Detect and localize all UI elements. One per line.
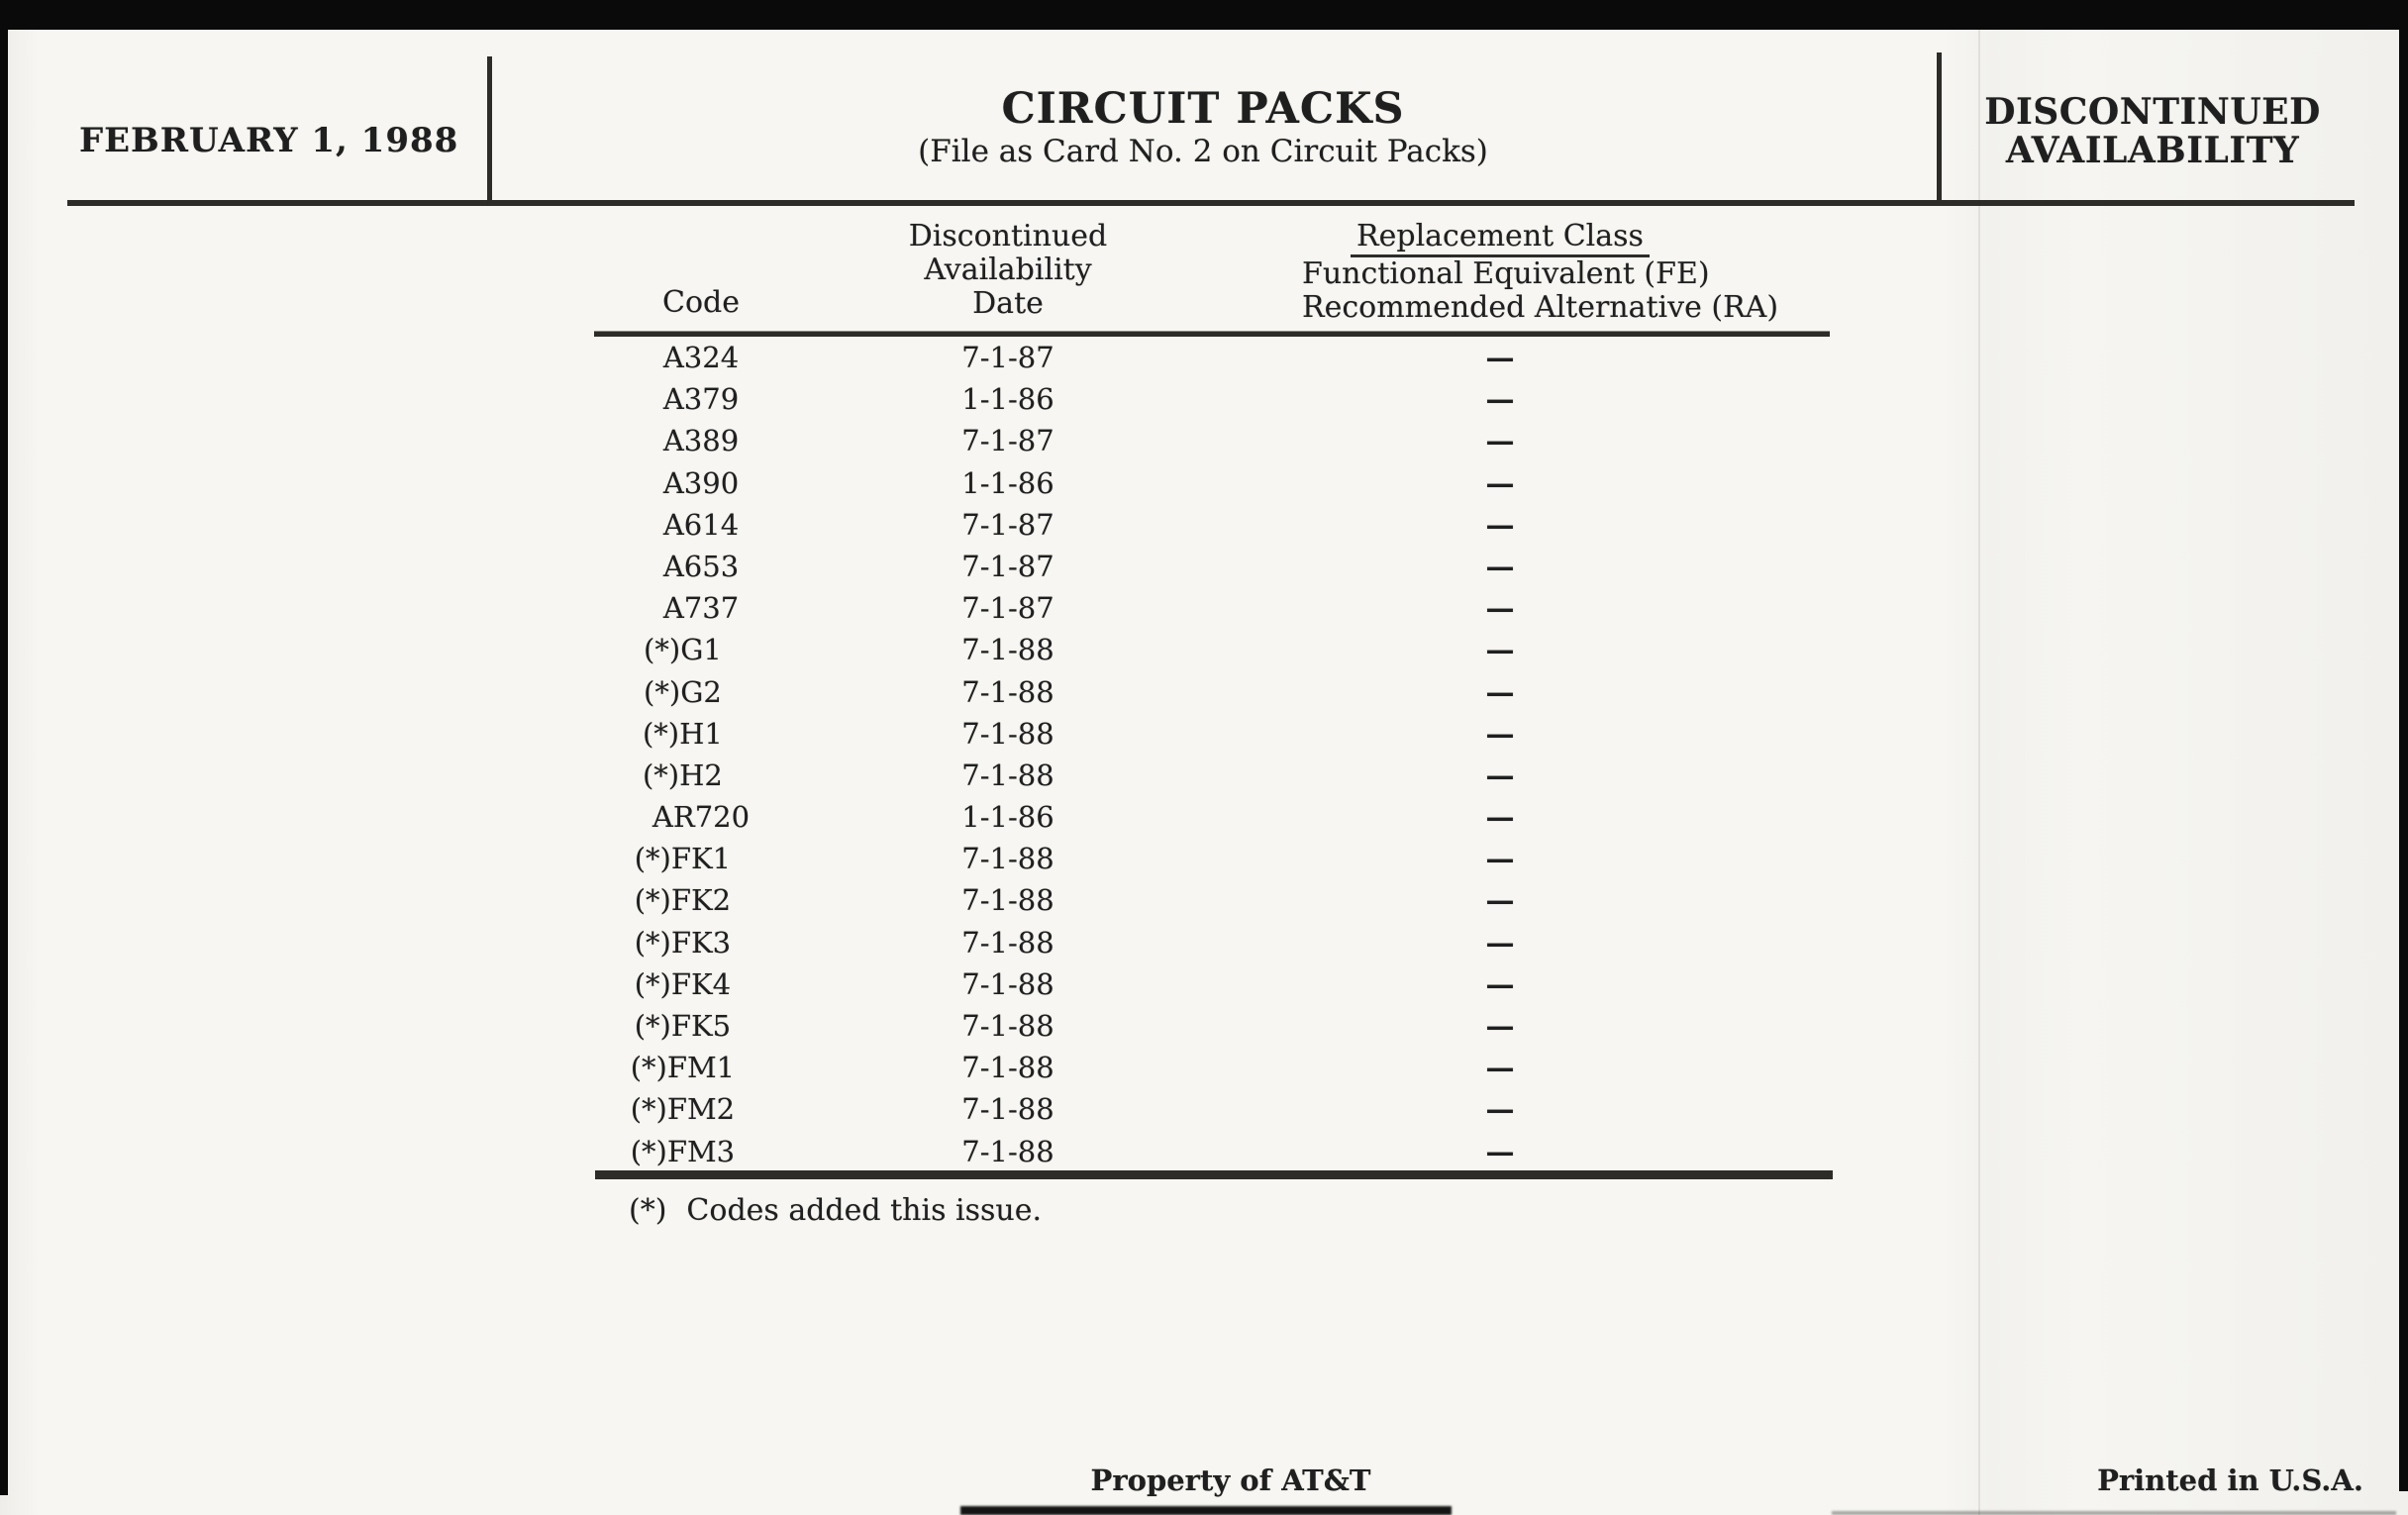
date-cell: 7-1-88 (961, 716, 1054, 751)
code-cell (552, 838, 850, 879)
table-row (0, 671, 2408, 713)
code-wrap (663, 546, 739, 587)
header-divider-left (487, 56, 492, 205)
date-cell: 7-1-87 (961, 424, 1054, 458)
date-cell: 7-1-88 (961, 925, 1054, 960)
scan-edge-bottom-right (1832, 1511, 2396, 1515)
table-row (0, 713, 2408, 755)
table-row (0, 378, 2408, 420)
property-notice: Property of AT&T (1090, 1464, 1371, 1497)
new-code-marker: (*) (642, 758, 680, 792)
code-wrap (634, 879, 732, 921)
code-text: FK4 (670, 966, 732, 1001)
code-wrap (652, 796, 750, 838)
code-wrap (644, 629, 722, 670)
code-cell (552, 879, 850, 921)
table-row (0, 1088, 2408, 1130)
replacement-cell: — (1485, 1051, 1515, 1085)
code-text: FK2 (670, 883, 732, 918)
replacement-cell: — (1485, 925, 1515, 960)
replacement-cell: — (1485, 382, 1515, 417)
date-cell: 7-1-88 (961, 842, 1054, 876)
date-cell: 7-1-88 (961, 758, 1054, 792)
date-cell: 7-1-87 (961, 549, 1054, 583)
replacement-cell: — (1485, 1092, 1515, 1127)
code-wrap (642, 713, 723, 755)
date-cell: 7-1-88 (961, 633, 1054, 667)
code-column-header: Code (662, 285, 740, 320)
table-row (0, 546, 2408, 587)
new-code-marker: (*) (644, 633, 681, 667)
table-row (0, 629, 2408, 670)
new-code-marker: (*) (634, 966, 671, 1001)
code-wrap (634, 922, 732, 963)
date-column-header-line1: Discontinued (908, 219, 1108, 253)
code-text: FM2 (666, 1092, 736, 1127)
date-column-header-line3: Date (972, 286, 1044, 321)
new-code-marker: (*) (634, 1009, 671, 1043)
code-text: G2 (680, 674, 722, 709)
availability-heading-line1: DISCONTINUED (1984, 91, 2321, 133)
code-text: FM3 (666, 1134, 736, 1168)
new-code-marker: (*) (634, 925, 671, 960)
page-subtitle: (File as Card No. 2 on Circuit Packs) (918, 134, 1488, 170)
code-wrap (663, 420, 739, 461)
code-wrap (663, 378, 739, 420)
replacement-cell: — (1485, 591, 1515, 626)
code-cell (552, 546, 850, 587)
replacement-cell: — (1485, 800, 1515, 835)
footnote-marker: (*) (629, 1193, 667, 1228)
replacement-column-header-line3: Recommended Alternative (RA) (1302, 290, 1779, 325)
replacement-cell: — (1485, 465, 1515, 500)
replacement-cell: — (1485, 674, 1515, 709)
scan-edge-bottom (960, 1506, 1452, 1515)
code-text: A389 (662, 424, 740, 458)
code-wrap (663, 337, 739, 378)
availability-heading (1955, 93, 2351, 170)
new-code-marker: (*) (630, 1051, 667, 1085)
code-text: FM1 (666, 1051, 736, 1085)
code-text: A653 (662, 549, 740, 583)
printed-notice: Printed in U.S.A. (2097, 1464, 2363, 1497)
code-cell (552, 1005, 850, 1047)
table-row (0, 963, 2408, 1005)
replacement-cell: — (1485, 549, 1515, 583)
new-code-marker: (*) (634, 883, 671, 918)
table-row (0, 755, 2408, 796)
date-column-header (859, 220, 1156, 321)
new-code-marker: (*) (630, 1134, 667, 1168)
replacement-cell: — (1485, 507, 1515, 542)
date-cell: 7-1-87 (961, 507, 1054, 542)
code-wrap (634, 963, 732, 1005)
code-text: FK1 (670, 842, 732, 876)
new-code-marker: (*) (630, 1092, 667, 1127)
date-cell: 1-1-86 (961, 465, 1054, 500)
date-cell: 1-1-86 (961, 800, 1054, 835)
date-cell: 7-1-88 (961, 1134, 1054, 1168)
code-cell (552, 963, 850, 1005)
date-cell: 7-1-88 (961, 674, 1054, 709)
code-cell (552, 796, 850, 838)
table-row (0, 587, 2408, 629)
code-wrap (634, 1005, 732, 1047)
code-text: H2 (679, 758, 723, 792)
table-row (0, 420, 2408, 461)
date-cell: 7-1-88 (961, 966, 1054, 1001)
code-text: A379 (662, 382, 740, 417)
footnote-text: Codes added this issue. (686, 1193, 1043, 1228)
header-divider-right (1937, 52, 1942, 205)
code-wrap (634, 838, 732, 879)
new-code-marker: (*) (642, 716, 680, 751)
code-cell (552, 713, 850, 755)
replacement-cell: — (1485, 1009, 1515, 1043)
date-cell: 1-1-86 (961, 382, 1054, 417)
code-cell (552, 420, 850, 461)
code-cell (552, 462, 850, 504)
header-rule (67, 200, 2355, 206)
replacement-cell: — (1485, 1134, 1515, 1168)
code-cell (552, 1088, 850, 1130)
table-row (0, 1131, 2408, 1172)
table-body (0, 337, 2408, 1172)
code-cell (552, 1131, 850, 1172)
date-cell: 7-1-88 (961, 1051, 1054, 1085)
replacement-cell: — (1485, 758, 1515, 792)
code-cell (552, 755, 850, 796)
replacement-cell: — (1485, 633, 1515, 667)
replacement-column-header-line1 (1302, 220, 1698, 257)
table-row (0, 1047, 2408, 1088)
scan-edge-top (0, 0, 2408, 30)
new-code-marker: (*) (644, 674, 681, 709)
date-cell: 7-1-88 (961, 1092, 1054, 1127)
table-row (0, 337, 2408, 378)
table-row (0, 462, 2408, 504)
code-cell (552, 1047, 850, 1088)
code-cell (552, 629, 850, 670)
title-block (906, 85, 1500, 171)
code-text: G1 (680, 633, 722, 667)
table-row (0, 796, 2408, 838)
code-cell (552, 378, 850, 420)
code-wrap (644, 671, 722, 713)
code-wrap (663, 587, 739, 629)
table-row (0, 1005, 2408, 1047)
new-code-marker: (*) (634, 842, 671, 876)
table-row (0, 838, 2408, 879)
date-cell: 7-1-88 (961, 883, 1054, 918)
code-text: A324 (662, 341, 740, 374)
code-wrap (642, 755, 723, 796)
code-cell (552, 922, 850, 963)
issue-date: FEBRUARY 1, 1988 (79, 121, 459, 160)
code-wrap (663, 504, 739, 546)
code-text: AR720 (652, 800, 751, 835)
page-title: CIRCUIT PACKS (1001, 84, 1405, 134)
code-wrap (630, 1088, 736, 1130)
table-row (0, 879, 2408, 921)
table-row (0, 922, 2408, 963)
code-text: A614 (662, 507, 740, 542)
code-text: FK5 (670, 1009, 732, 1043)
replacement-class-label: Replacement Class (1351, 220, 1650, 257)
replacement-column-header (1302, 219, 1779, 325)
table-row (0, 504, 2408, 546)
replacement-cell: — (1485, 424, 1515, 458)
date-column-header-line2: Availability (924, 252, 1092, 287)
code-text: FK3 (670, 925, 732, 960)
replacement-cell: — (1485, 883, 1515, 918)
code-wrap (630, 1047, 736, 1088)
code-text: H1 (679, 716, 723, 751)
code-cell (552, 671, 850, 713)
code-cell (552, 504, 850, 546)
date-cell: 7-1-87 (961, 591, 1054, 626)
table-bottom-rule (595, 1170, 1833, 1179)
code-text: A737 (662, 591, 740, 626)
availability-heading-line2: AVAILABILITY (2005, 130, 2300, 171)
replacement-column-header-line2: Functional Equivalent (FE) (1302, 256, 1710, 291)
date-cell: 7-1-87 (961, 341, 1054, 374)
code-cell (552, 337, 850, 378)
replacement-cell: — (1485, 966, 1515, 1001)
code-text: A390 (662, 465, 740, 500)
replacement-cell: — (1485, 842, 1515, 876)
replacement-cell: — (1485, 341, 1515, 374)
code-wrap (663, 462, 739, 504)
date-cell: 7-1-88 (961, 1009, 1054, 1043)
footnote (629, 1193, 1042, 1228)
code-cell (552, 587, 850, 629)
code-wrap (630, 1131, 736, 1172)
replacement-cell: — (1485, 716, 1515, 751)
